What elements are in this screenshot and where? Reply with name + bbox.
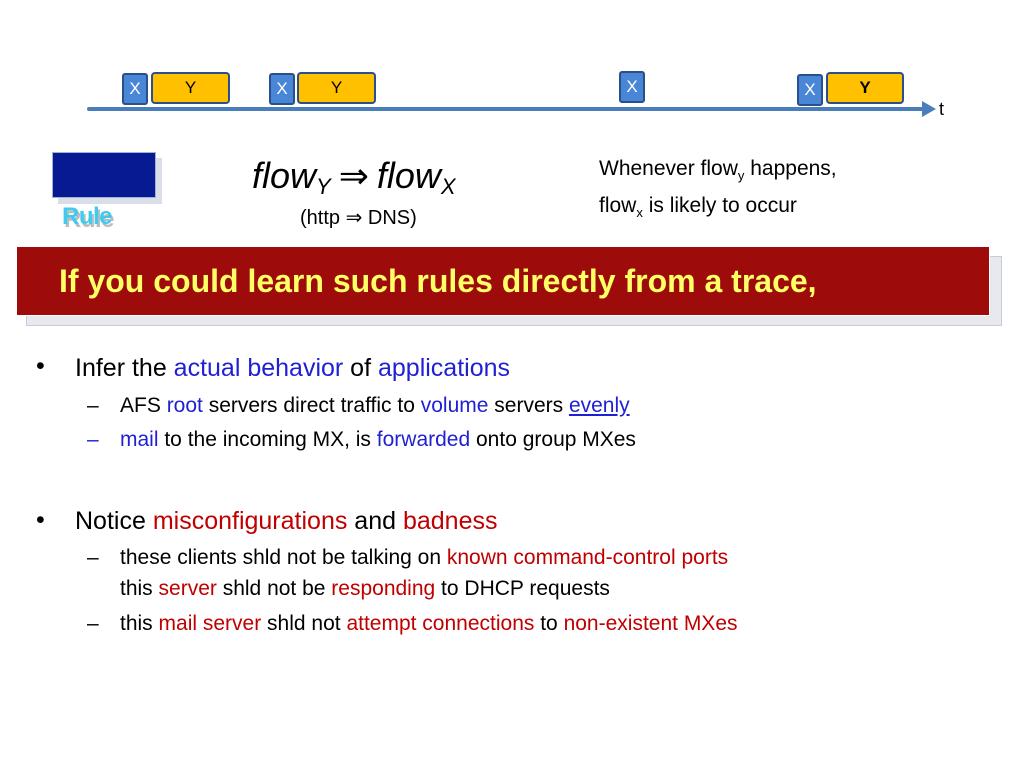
flow-x-box: X: [122, 73, 148, 105]
note-line-1: [599, 154, 999, 191]
flow-x-box: X: [619, 71, 645, 103]
formula-rhs-sub: X: [440, 174, 456, 199]
arrow-head-icon: [922, 101, 936, 117]
sub-bullet-item: [120, 577, 610, 601]
note-subscript: x: [636, 205, 643, 221]
rule-formula: [252, 155, 456, 200]
sub-bullet-item: [120, 394, 630, 418]
bullet-dot: •: [36, 352, 45, 380]
bullet-highlight: forwarded: [376, 428, 471, 451]
bullet-text: to: [534, 612, 564, 635]
bullet-text: of: [343, 354, 378, 382]
bullet-text: shld not: [261, 612, 347, 635]
implies-icon: ⇒: [345, 207, 363, 229]
note-line-2: [599, 191, 999, 228]
bullet-highlight: applications: [377, 354, 511, 382]
time-axis: [87, 107, 925, 111]
flow-x-box: X: [269, 73, 295, 105]
bullet-text: these clients shld not be talking on: [120, 546, 447, 569]
rule-explanation: [599, 154, 999, 228]
bullet-text: Infer the: [75, 354, 174, 382]
sub-bullet-item: [120, 428, 636, 452]
bullet-text: AFS: [120, 394, 167, 417]
bullet-highlight: responding: [331, 577, 436, 600]
bullet-text: servers: [488, 394, 569, 417]
formula-example: [300, 205, 417, 230]
formula-lhs-sub: Y: [316, 174, 331, 199]
flow-y-box: Y: [297, 72, 376, 104]
note-text: is likely to occur: [642, 194, 797, 218]
bullet-highlight: misconfigurations: [152, 507, 348, 535]
formula-example-close: DNS): [362, 207, 417, 229]
bullet-highlight: actual behavior: [173, 354, 344, 382]
bullet-text: to DHCP requests: [435, 577, 610, 600]
note-text: happens,: [744, 157, 837, 180]
time-axis-label: t: [939, 99, 945, 119]
bullet-item: [75, 354, 510, 383]
bullet-highlight: server: [158, 577, 217, 600]
bullet-highlight: mail: [120, 428, 159, 451]
sub-bullet-dash: –: [87, 612, 99, 635]
flow-y-box: Y: [151, 72, 230, 104]
formula-example-open: (http: [300, 207, 346, 229]
banner: [16, 246, 990, 316]
bullet-highlight: evenly: [568, 394, 630, 417]
bullet-text: servers direct traffic to: [202, 394, 421, 417]
note-subscript: y: [737, 168, 745, 184]
bullet-highlight: attempt connections: [346, 612, 535, 635]
bullet-item: [75, 507, 497, 536]
sub-bullet-dash: –: [87, 394, 99, 417]
formula-rhs: flow: [376, 155, 441, 196]
rule-icon: [52, 152, 156, 198]
bullet-highlight: non-existent MXes: [563, 612, 738, 635]
bullet-highlight: volume: [420, 394, 489, 417]
sub-bullet-item: [120, 612, 738, 636]
formula-lhs: flow: [252, 155, 317, 196]
note-text: flow: [599, 194, 637, 218]
sub-bullet-item: [120, 546, 728, 570]
bullet-highlight: known command-control ports: [446, 546, 729, 569]
bullet-text: Notice: [75, 507, 153, 535]
note-text: Whenever flow: [599, 157, 738, 180]
flow-y-box: Y: [826, 72, 904, 104]
bullet-dot: •: [36, 506, 45, 534]
flow-x-box: X: [797, 74, 823, 106]
bullet-highlight: badness: [402, 507, 498, 535]
bullet-text: to the incoming MX, is: [158, 428, 377, 451]
bullet-text: this: [120, 612, 159, 635]
timeline: [0, 0, 1024, 140]
banner-text: If you could learn such rules directly from a trace,: [59, 262, 817, 299]
implies-icon: ⇒: [338, 155, 369, 196]
bullet-text: onto group MXes: [470, 428, 636, 451]
bullet-text: and: [347, 507, 403, 535]
bullet-text: shld not be: [216, 577, 332, 600]
rule-label: Rule: [62, 203, 113, 230]
bullet-highlight: root: [166, 394, 203, 417]
sub-bullet-dash: –: [87, 428, 99, 451]
bullet-text: this: [120, 577, 159, 600]
sub-bullet-dash: –: [87, 546, 99, 569]
bullet-highlight: mail server: [158, 612, 262, 635]
